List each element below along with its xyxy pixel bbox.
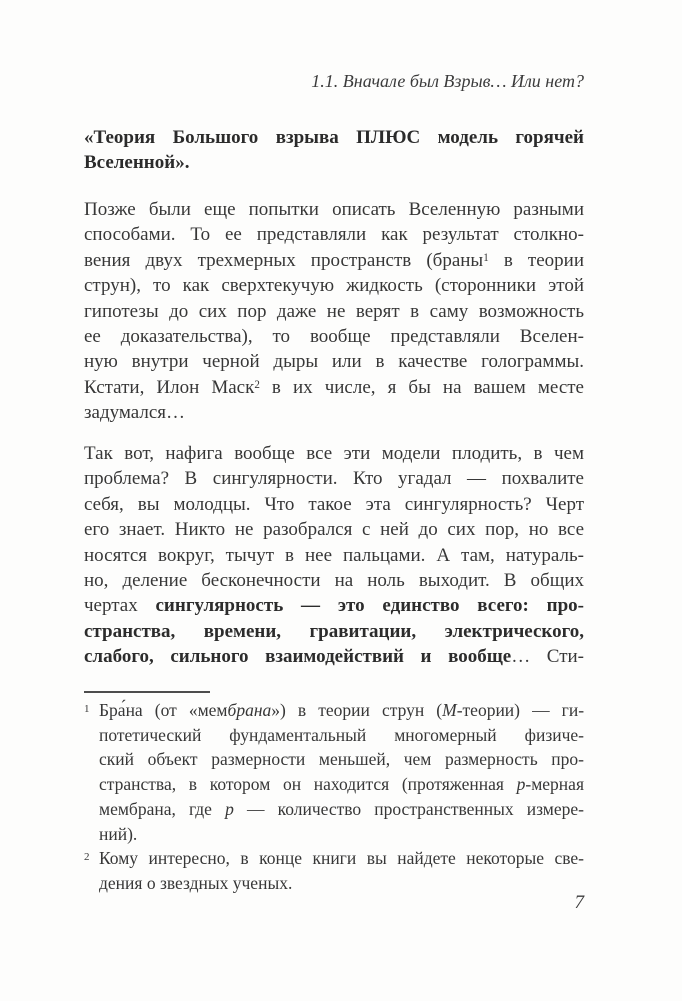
footnotes xyxy=(84,698,584,896)
footnote-1 xyxy=(84,698,584,846)
text-line: чертах сингулярность — это единство всего: про- xyxy=(84,595,584,617)
text-line: струн), то как сверхтекучую жидкость (сторонники этой xyxy=(84,275,584,297)
text-line: носятся вокруг, тычут в нее пальцами. А там, натураль- xyxy=(84,544,584,566)
text-line: Так вот, нафига вообще все эти модели плодить, в чем xyxy=(84,443,584,464)
page-number: 7 xyxy=(574,892,584,913)
footnote-text-2 xyxy=(99,846,584,895)
text-line: «Теория Большого взрыва ПЛЮС модель горячей xyxy=(84,127,584,148)
text-line: ную внутри черной дыры или в качестве голограммы. xyxy=(84,351,584,373)
footnote-divider xyxy=(84,691,210,693)
text-line: вения двух трехмерных пространств (браны$^1$ в теории xyxy=(84,249,584,271)
section-heading xyxy=(84,125,584,176)
paragraph-2 xyxy=(84,441,584,670)
footnote-text-1 xyxy=(99,698,584,846)
text-line: задумался… xyxy=(84,402,186,424)
text-line: его знает. Никто не разобрался с ней до сих пор, но все xyxy=(84,519,584,541)
text-line: Кому интересно, в конце книги вы найдете некоторые све- xyxy=(99,848,584,869)
paragraph-1 xyxy=(84,197,584,426)
text-line: слабого, сильного взаимодействий и вообще… Сти- xyxy=(84,646,584,668)
text-line: мембрана, где p — количество пространственных измере- xyxy=(99,798,584,819)
running-header: 1.1. Вначале был Взрыв… Или нет? xyxy=(311,71,584,91)
text-line: странства, в котором он находится (протяженная p-мерная xyxy=(99,774,584,795)
text-line: способами. То ее представляли как результат столкно- xyxy=(84,224,584,246)
text-line: Вселенной». xyxy=(84,152,190,174)
text-line: Позже были еще попытки описать Вселенную разными xyxy=(84,199,584,220)
text-line: себя, вы молодцы. Что такое эта сингулярность? Черт xyxy=(84,493,584,515)
text-line: ний). xyxy=(99,823,138,844)
text-line: потетический фундаментальный многомерный физиче- xyxy=(99,724,584,745)
footnote-2 xyxy=(84,846,584,895)
text-line: но, деление бесконечности на ноль выходит. В общих xyxy=(84,570,584,592)
text-line: Бра́на (от «мембрана») в теории струн (М-теории) — ги- xyxy=(99,700,585,720)
text-line: гипотезы до сих пор даже не верят в саму возможность xyxy=(84,300,584,322)
text-line: ее доказательства), то вообще представляли Вселен- xyxy=(84,326,584,348)
footnote-marker-1: 1 xyxy=(84,703,90,715)
text-line: ский объект размерности меньшей, чем размерность про- xyxy=(99,749,584,770)
text-line: странства, времени, гравитации, электрического, xyxy=(84,620,584,642)
text-line: Кстати, Илон Маск$^2$ в их числе, я бы на вашем месте xyxy=(84,376,584,398)
text-line: дения о звездных ученых. xyxy=(99,872,293,893)
text-line: проблема? В сингулярности. Кто угадал — похвалите xyxy=(84,468,584,490)
footnote-marker-2: 2 xyxy=(84,851,90,864)
